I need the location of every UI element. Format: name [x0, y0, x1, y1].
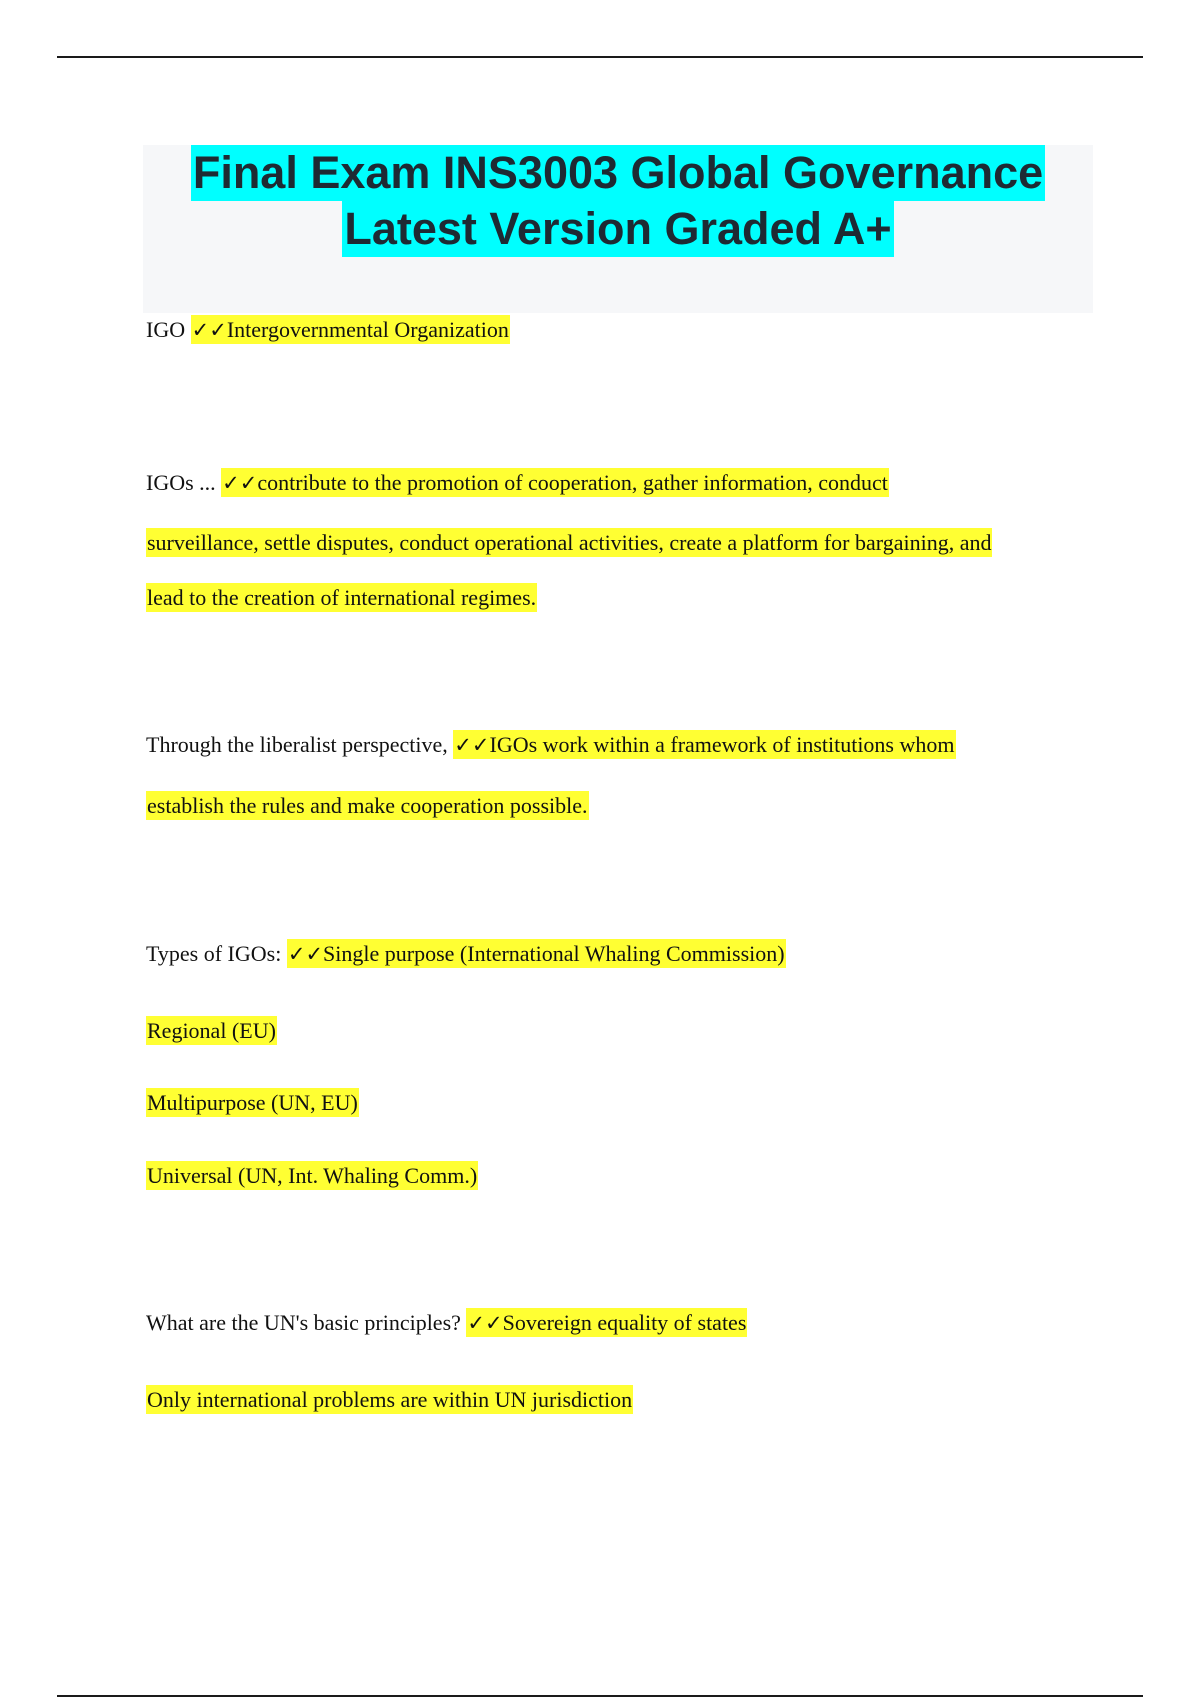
answer-text: Universal (UN, Int. Whaling Comm.) — [147, 1163, 478, 1188]
document-title — [143, 145, 1093, 313]
qa-entry-igos-line-1 — [146, 468, 889, 498]
qa-entry-types-line-4 — [146, 1161, 478, 1191]
qa-entry-igos-line-2 — [146, 528, 992, 558]
header-rule — [57, 56, 1143, 58]
double-check-icon: ✓✓ — [454, 733, 490, 757]
answer-highlight — [287, 939, 786, 968]
answer-text: lead to the creation of international regimes. — [147, 585, 537, 610]
answer-text: contribute to the promotion of cooperation, gather information, conduct — [257, 470, 888, 495]
answer-highlight — [191, 315, 510, 344]
title-line-2: Latest Version Graded A+ — [342, 201, 893, 257]
double-check-icon: ✓✓ — [222, 471, 258, 495]
qa-entry-types-line-2 — [146, 1016, 277, 1046]
answer-highlight — [466, 1308, 747, 1337]
question-term: IGOs ... — [146, 470, 222, 495]
answer-text: Regional (EU) — [147, 1018, 276, 1043]
qa-entry-un-principles-line-1 — [146, 1308, 747, 1338]
double-check-icon: ✓✓ — [467, 1311, 503, 1335]
answer-text: Only international problems are within UN jurisdiction — [147, 1387, 633, 1412]
answer-text: establish the rules and make cooperation possible. — [147, 793, 588, 818]
answer-highlight — [453, 730, 955, 759]
question-term: Types of IGOs: — [146, 941, 287, 966]
answer-text: Single purpose (International Whaling Commission) — [323, 941, 785, 966]
qa-entry-liberalist-line-1 — [146, 730, 956, 760]
qa-entry-types-line-3 — [146, 1088, 359, 1118]
answer-highlight — [221, 468, 889, 497]
qa-entry-liberalist-line-2 — [146, 791, 589, 821]
answer-text: Intergovernmental Organization — [226, 317, 509, 342]
qa-entry-igo-line-1 — [146, 315, 510, 345]
answer-text: surveillance, settle disputes, conduct operational activities, create a platform for bargaining, and — [147, 530, 992, 555]
qa-entry-un-principles-line-2 — [146, 1385, 633, 1415]
question-term: Through the liberalist perspective, — [146, 732, 454, 757]
answer-text: Multipurpose (UN, EU) — [147, 1090, 358, 1115]
answer-text: Sovereign equality of states — [502, 1310, 747, 1335]
qa-entry-igos-line-3 — [146, 583, 537, 613]
qa-entry-types-line-1 — [146, 939, 786, 969]
footer-rule — [57, 1695, 1143, 1697]
double-check-icon: ✓✓ — [191, 318, 227, 342]
question-term: IGO — [146, 317, 191, 342]
answer-text: IGOs work within a framework of institutions whom — [489, 732, 955, 757]
title-line-1: Final Exam INS3003 Global Governance — [191, 145, 1045, 201]
double-check-icon: ✓✓ — [287, 942, 324, 966]
question-term: What are the UN's basic principles? — [146, 1310, 467, 1335]
